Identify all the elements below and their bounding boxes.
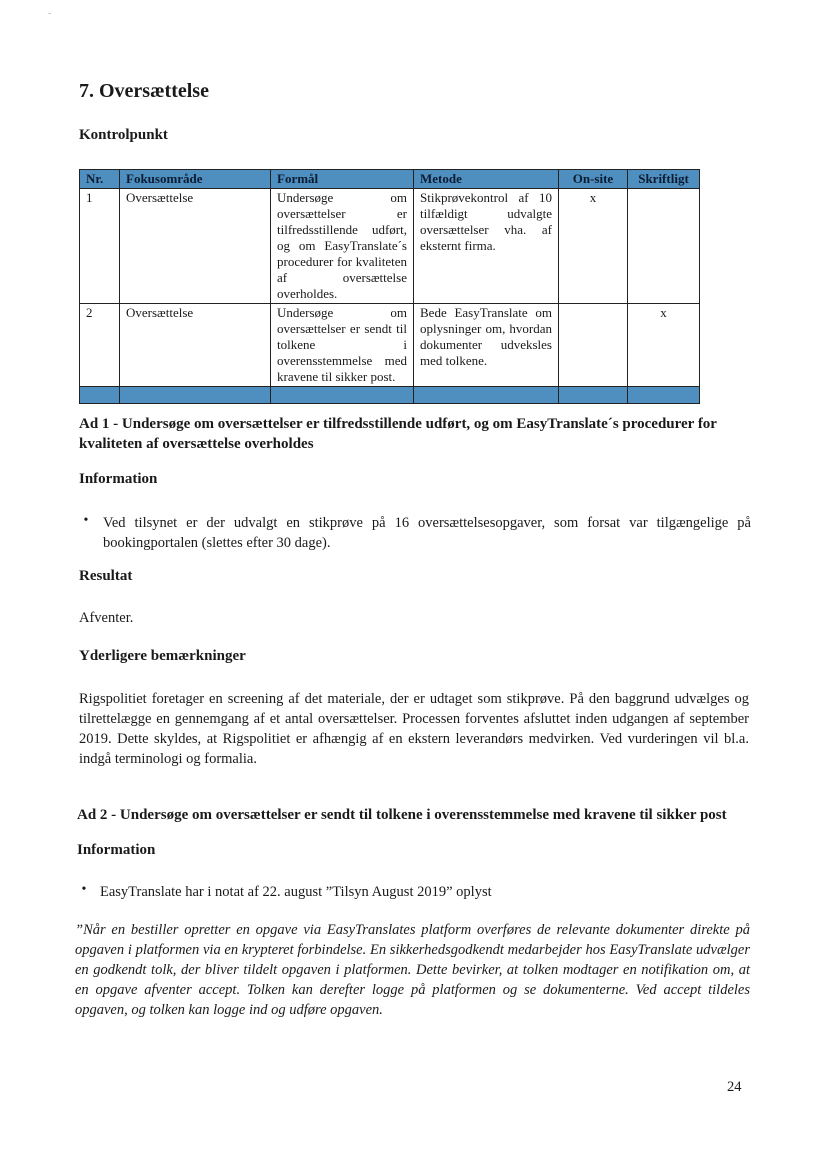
cell-onsite [559,304,628,387]
cell-purpose: Undersøge om oversættelser er sendt til tolkene i overensstemmelse med kravene til sikker post. [271,304,414,387]
header-written: Skriftligt [628,170,700,189]
bullet-icon: • [81,882,87,897]
page-number: 24 [727,1079,742,1095]
table-empty-row [80,387,700,404]
header-nr: Nr. [80,170,120,189]
table-row [80,304,700,387]
header-method: Metode [414,170,559,189]
cell-nr: 2 [80,304,120,387]
table-header-row [80,170,700,189]
section-title: 7. Oversættelse [79,80,209,102]
cell-method: Stikprøvekontrol af 10 tilfældigt udvalgte oversættelser vha. af eksternt firma. [414,189,559,304]
ad1-heading: Ad 1 - Undersøge om oversættelser er tilfredsstillende udført, og om EasyTranslate´s procedurer for kvaliteten af oversættelse overholdes [79,416,717,452]
ad1-bullet-text: Ved tilsynet er der udvalgt en stikprøve på 16 oversættelsesopgaver, som forsat var tilgængelige på bookingportalen (slettes efter 30 dage). [103,515,751,551]
ad2-bullet-text: EasyTranslate har i notat af 22. august ”Tilsyn August 2019” oplyst [100,884,492,900]
table-row [80,189,700,304]
cell-focus: Oversættelse [120,189,271,304]
ad1-remarks-text: Rigspolitiet foretager en screening af det materiale, der er udtaget som stikprøve. På den baggrund udvælges og tilrettelægge en gennemgang af et antal oversættelser. Processen forventes afsluttet inden udgangen af september 2019. Dette skyldes, at Rigspolitiet er afhængig af en ekstern leverandørs medvirken. Ved vurderingen vil bl.a. indgå terminologi og formalia. [79,691,749,767]
bullet-icon: • [83,513,89,528]
header-purpose: Formål [271,170,414,189]
scan-speck: - [48,8,52,19]
cell-onsite: x [559,189,628,304]
ad2-heading: Ad 2 - Undersøge om oversættelser er sendt til tolkene i overensstemmelse med kravene til sikker post [77,807,727,823]
header-focus: Fokusområde [120,170,271,189]
control-heading: Kontrolpunkt [79,127,168,143]
cell-method: Bede EasyTranslate om oplysninger om, hvordan dokumenter udveksles med tolkene. [414,304,559,387]
cell-written [628,189,700,304]
ad1-result-heading: Resultat [79,568,133,584]
cell-written: x [628,304,700,387]
ad1-remarks-heading: Yderligere bemærkninger [79,648,246,664]
cell-purpose: Undersøge om oversættelser er tilfredsstillende udført, og om EasyTranslate´s procedurer for kvaliteten af oversættelse overholdes. [271,189,414,304]
ad2-information-heading: Information [77,842,156,858]
cell-focus: Oversættelse [120,304,271,387]
cell-nr: 1 [80,189,120,304]
header-onsite: On-site [559,170,628,189]
ad2-quote: ”Når en bestiller opretter en opgave via EasyTranslates platform overføres de relevante dokumenter direkte på opgaven i platformen via en krypteret forbindelse. En sikkerhedsgodkendt medarbejder hos EasyTranslate udvælger en godkendt tolk, der bliver tildelt opgaven i platformen. Dette bevirker, at tolken modtager en notifikation om, at en opgave afventer accept. Tolken kan derefter logge på platformen og se dokumenterne. Ved accept tildeles opgaven, og tolken kan logge ind og udføre opgaven. [75,922,750,1018]
ad1-result-text: Afventer. [79,610,134,626]
control-table [79,169,700,404]
ad1-information-heading: Information [79,471,158,487]
